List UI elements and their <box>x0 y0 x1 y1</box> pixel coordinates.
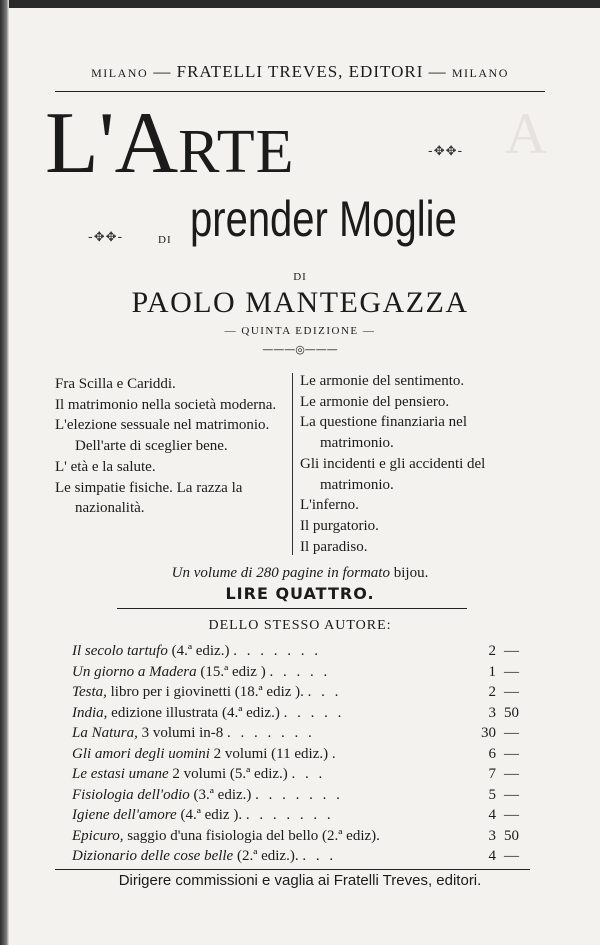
footer-rule <box>55 869 530 870</box>
contents-item: Il matrimonio nella società moderna. <box>55 396 277 413</box>
work-title: Il secolo tartufo <box>72 643 168 659</box>
contents-item: Fra Scilla e Cariddi. <box>55 376 176 392</box>
contents-left-column <box>55 374 287 519</box>
title-capital: L'A <box>45 95 179 192</box>
leader-dots: . . . . . . . <box>227 725 315 741</box>
contents-item: L'inferno. <box>300 497 359 514</box>
work-title: La Natura, <box>72 725 138 741</box>
list-item <box>72 805 537 826</box>
divider-ornament-icon: ———◎——— <box>262 343 338 356</box>
work-title: Testa, <box>72 684 107 700</box>
book-subtitle: prender Moglie <box>190 191 457 247</box>
work-price-lire: 1 <box>488 663 496 680</box>
work-price-cent: — <box>504 643 519 659</box>
publisher-city-left: MILANO <box>91 66 149 80</box>
work-title: Le estasi umane <box>72 766 169 782</box>
author-name: PAOLO MANTEGAZZA <box>131 286 469 319</box>
leader-dots: . . . . . <box>269 663 331 680</box>
contents-right-column <box>300 371 540 557</box>
contents-item: La questione finanziaria nel matrimonio. <box>300 414 468 452</box>
publisher-dash-right: — <box>428 62 452 81</box>
ornament-icon: -✥✥- <box>88 230 124 245</box>
contents-item: Le armonie del pensiero. <box>300 393 450 410</box>
bleed-through-letter: A <box>505 101 547 166</box>
contents-item: Le simpatie fisiche. La razza la nazionalità. <box>55 479 243 517</box>
work-price-lire: 4 <box>488 848 496 864</box>
work-price-cent: — <box>504 725 519 741</box>
work-detail: libro per i giovinetti (18.ª ediz ). <box>106 684 304 700</box>
work-detail: (4.ª ediz ). <box>176 807 243 823</box>
work-price-cent: — <box>504 807 519 823</box>
work-price-cent: — <box>504 786 519 803</box>
contents-item: Il purgatorio. <box>300 517 379 534</box>
work-price-lire: 3 <box>488 704 496 721</box>
work-price-lire: 2 <box>488 643 496 659</box>
work-title: Un giorno a Madera <box>72 663 197 680</box>
book-title <box>45 95 295 192</box>
ornament-icon: -✥✥- <box>428 144 464 159</box>
work-detail: 2 volumi (5.ª ediz.) <box>168 766 288 782</box>
contents-item: Gli incidenti e gli accidenti del matrimonio. <box>300 455 486 493</box>
volume-format: bijou. <box>393 565 429 581</box>
leader-dots: . . . . . . . <box>245 807 334 823</box>
book-price: LIRE QUATTRO. <box>225 584 375 603</box>
list-item <box>72 641 537 662</box>
same-author-heading: DELLO STESSO AUTORE: <box>208 618 392 633</box>
volume-description <box>0 565 600 582</box>
section-rule <box>117 608 467 609</box>
list-item <box>72 785 537 806</box>
work-detail: (3.ª ediz.) <box>189 786 252 803</box>
work-title: Igiene dell'amore <box>72 807 177 823</box>
leader-dots: . . . . . <box>283 704 345 721</box>
works-list <box>72 641 537 867</box>
column-divider <box>292 373 293 555</box>
leader-dots: . . . . . . . <box>255 786 343 803</box>
work-price-cent: — <box>504 684 519 700</box>
list-item <box>72 744 537 765</box>
work-price-cent: — <box>504 663 519 680</box>
work-price-cent: — <box>504 766 519 782</box>
work-price-lire: 2 <box>488 684 496 700</box>
contents-item: L'elezione sessuale nel matrimonio. Dell'arte di sceglier bene. <box>55 417 270 455</box>
author-di: DI <box>293 271 307 283</box>
work-price-lire: 3 <box>488 827 496 844</box>
header-rule <box>55 91 545 92</box>
work-detail: edizione illustrata (4.ª ediz.) <box>107 704 280 721</box>
work-price-lire: 7 <box>488 766 496 782</box>
list-item <box>72 764 537 785</box>
leader-dots: . . . <box>302 848 337 864</box>
work-detail: (4.ª ediz.) <box>167 643 230 659</box>
work-price-cent: — <box>504 848 519 864</box>
work-title: Fisiologia dell'odio <box>72 786 190 803</box>
work-price-lire: 4 <box>488 807 496 823</box>
work-title: Gli amori degli uomini <box>72 745 210 762</box>
leader-dots: . . . . . . . <box>233 643 321 659</box>
work-price-cent: — <box>504 745 519 762</box>
leader-dots: . . . <box>291 766 326 782</box>
work-title: India, <box>72 704 108 721</box>
work-detail: 2 volumi (11 ediz.) <box>209 745 329 762</box>
leader-dots: . . . <box>307 684 342 700</box>
list-item <box>72 723 537 744</box>
work-price-lire: 30 <box>481 725 496 741</box>
list-item <box>72 826 537 847</box>
title-rest: RTE <box>178 118 295 186</box>
contents-item: Le armonie del sentimento. <box>300 373 465 389</box>
work-title: Epicuro, <box>72 827 124 844</box>
work-detail: saggio d'una fisiologia del bello (2.ª ediz). <box>123 827 380 844</box>
work-price-cent: 50 <box>504 704 519 721</box>
contents-item: L' età e la salute. <box>55 458 156 475</box>
edition-label: — QUINTA EDIZIONE — <box>224 325 376 337</box>
title-di: DI <box>158 234 172 246</box>
list-item <box>72 682 537 703</box>
volume-prefix: Un volume di 280 pagine in formato <box>171 565 390 581</box>
list-item <box>72 703 537 724</box>
publisher-city-right: MILANO <box>451 66 509 80</box>
work-title: Dizionario delle cose belle <box>72 848 234 864</box>
work-detail: (2.ª ediz.). <box>233 848 299 864</box>
work-price-lire: 5 <box>488 786 496 803</box>
footer-note: Dirigere commissioni e vaglia ai Fratelli Treves, editori. <box>118 872 482 889</box>
list-item <box>72 662 537 683</box>
contents-item: Il paradiso. <box>300 538 368 555</box>
list-item <box>72 846 537 867</box>
scan-binding-edge <box>0 0 9 945</box>
leader-dots: . <box>331 745 339 762</box>
scan-top-edge <box>0 0 600 8</box>
publisher-name: FRATELLI TREVES, EDITORI <box>176 62 424 81</box>
work-detail: 3 volumi in-8 <box>137 725 224 741</box>
work-detail: (15.ª ediz ) <box>196 663 266 680</box>
work-price-lire: 6 <box>488 745 496 762</box>
work-price-cent: 50 <box>504 827 519 844</box>
publisher-line <box>30 62 570 82</box>
publisher-dash-left: — <box>153 62 177 81</box>
